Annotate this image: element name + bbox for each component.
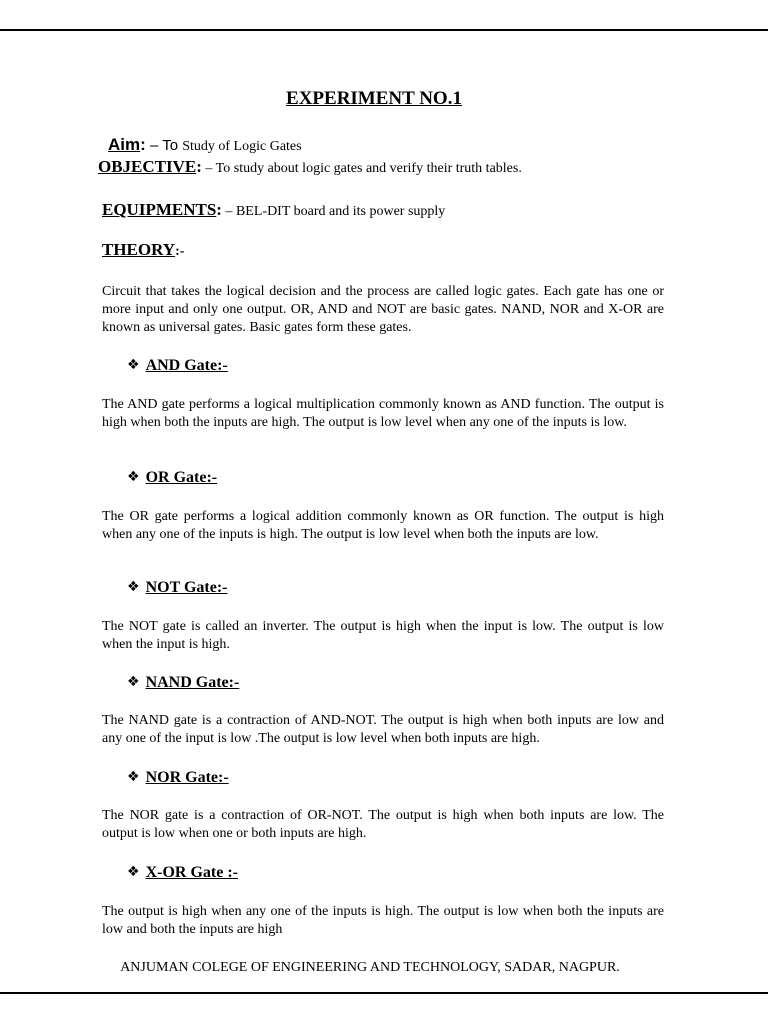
diamond-bullet-icon: ❖ bbox=[127, 769, 140, 785]
equipments-line bbox=[102, 200, 445, 220]
not-gate-heading bbox=[127, 579, 227, 597]
gate-heading-label: X-OR Gate :- bbox=[145, 864, 238, 881]
and-gate-heading bbox=[127, 357, 228, 375]
college-footer: ANJUMAN COLEGE OF ENGINEERING AND TECHNOLOGY, SADAR, NAGPUR. bbox=[120, 960, 620, 975]
xor-gate-heading bbox=[127, 864, 238, 882]
gate-heading-label: AND Gate:- bbox=[145, 357, 228, 374]
page-title: EXPERIMENT NO.1 bbox=[286, 88, 462, 109]
gate-heading-label: NOR Gate:- bbox=[145, 769, 229, 786]
nor-gate-paragraph: The NOR gate is a contraction of OR-NOT. The output is high when both inputs are low. The output is low when one or both inputs are high. bbox=[102, 808, 664, 841]
nand-gate-heading bbox=[127, 674, 239, 692]
objective-label: OBJECTIVE bbox=[98, 157, 197, 176]
gate-heading-label: NAND Gate:- bbox=[145, 674, 240, 691]
and-gate-paragraph: The AND gate performs a logical multiplication commonly known as AND function. The output is high when both the inputs are high. The output is low level when any one of the inputs is low. bbox=[102, 397, 664, 430]
xor-gate-paragraph: The output is high when any one of the inputs is high. The output is low when both the inputs are low and both the inputs are high bbox=[102, 904, 664, 937]
diamond-bullet-icon: ❖ bbox=[127, 864, 140, 880]
bottom-border-line bbox=[0, 992, 768, 994]
theory-label: THEORY bbox=[102, 240, 176, 259]
theory-paragraph: Circuit that takes the logical decision and the process are called logic gates. Each gate has one or more input and only one output. OR, AND and NOT are basic gates. NAND, NOR and X-OR are known as universal gates. Basic gates form these gates. bbox=[102, 284, 664, 335]
aim-line bbox=[108, 135, 302, 155]
aim-dash: – To bbox=[145, 137, 183, 154]
diamond-bullet-icon: ❖ bbox=[127, 579, 140, 595]
equipments-label: EQUIPMENTS bbox=[102, 200, 217, 219]
aim-text: Study of Logic Gates bbox=[182, 139, 302, 154]
diamond-bullet-icon: ❖ bbox=[127, 674, 140, 690]
objective-text: – To study about logic gates and verify their truth tables. bbox=[201, 161, 522, 176]
or-gate-heading bbox=[127, 469, 217, 487]
aim-colon: : bbox=[140, 135, 146, 154]
nand-gate-paragraph: The NAND gate is a contraction of AND-NOT. The output is high when both inputs are low and any one of the input is low .The output is low level when both inputs are high. bbox=[102, 713, 664, 746]
theory-suffix: :- bbox=[175, 244, 185, 259]
equipments-text: – BEL-DIT board and its power supply bbox=[221, 204, 446, 219]
gate-heading-label: OR Gate:- bbox=[145, 469, 218, 486]
equipments-colon: : bbox=[216, 200, 222, 219]
not-gate-paragraph: The NOT gate is called an inverter. The output is high when the input is low. The output is low when the input is high. bbox=[102, 619, 664, 652]
aim-label: Aim bbox=[108, 135, 141, 154]
theory-heading bbox=[102, 240, 184, 260]
top-border-line bbox=[0, 29, 768, 31]
objective-colon: : bbox=[196, 157, 202, 176]
diamond-bullet-icon: ❖ bbox=[127, 357, 140, 373]
objective-line bbox=[98, 157, 522, 177]
nor-gate-heading bbox=[127, 769, 229, 787]
diamond-bullet-icon: ❖ bbox=[127, 469, 140, 485]
or-gate-paragraph: The OR gate performs a logical addition commonly known as OR function. The output is high when any one of the inputs is high. The output is low level when both the inputs are low. bbox=[102, 509, 664, 542]
gate-heading-label: NOT Gate:- bbox=[145, 579, 228, 596]
